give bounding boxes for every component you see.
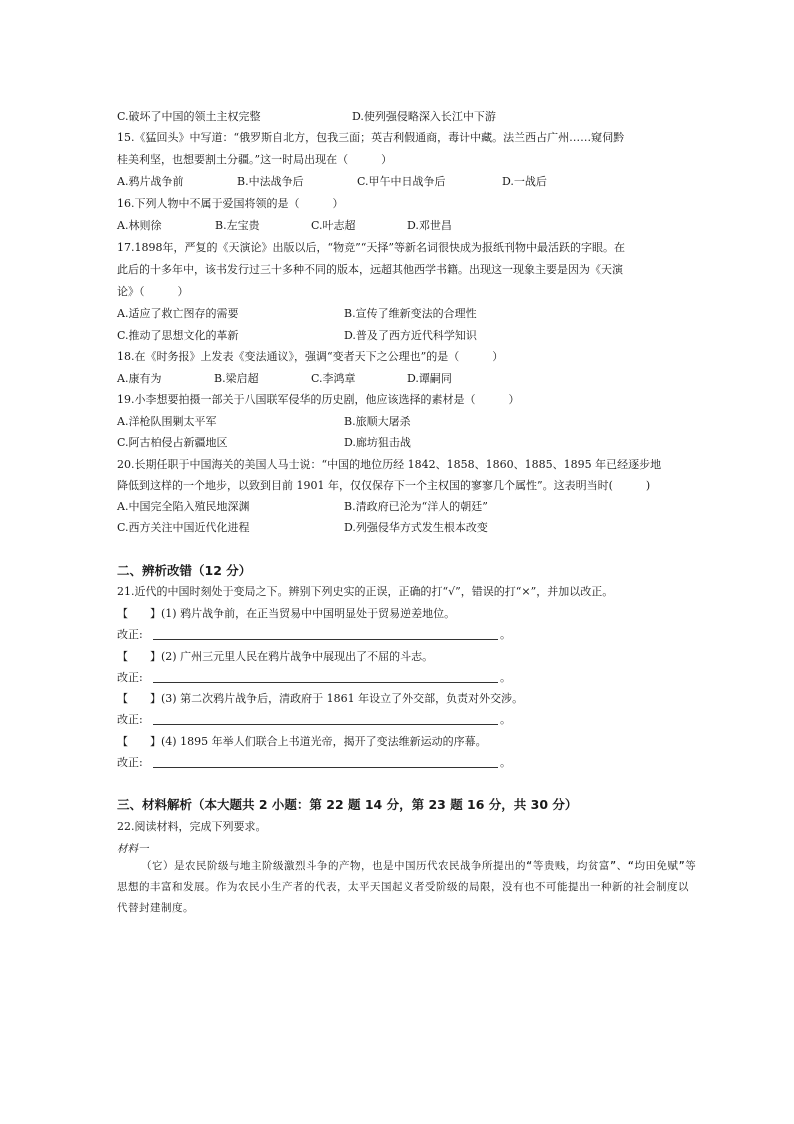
correction-period-1: 。 (500, 628, 511, 641)
correction-label-2: 改正: (117, 671, 143, 684)
q19-option-a: A.洋枪队围剿太平军 (117, 415, 217, 428)
q15-option-c: C.甲午中日战争后 (357, 175, 446, 188)
q15-option-a: A.鸦片战争前 (117, 175, 184, 188)
q21-intro: 21.近代的中国时刻处于变局之下。辨别下列史实的正误，正确的打“√”，错误的打“×”，并加以改正。 (117, 585, 614, 598)
q20-option-a: A.中国完全陷入殖民地深渊 (117, 500, 250, 513)
q19-option-b: B.旅顺大屠杀 (344, 415, 411, 428)
section3-title: 三、材料解析（本大题共 2 小题：第 22 题 14 分，第 23 题 16 分，共 30 分） (117, 797, 578, 812)
q15-option-b: B.中法战争后 (237, 175, 304, 188)
q18-option-a: A.康有为 (117, 372, 162, 385)
q19-option-c: C.阿古柏侵占新疆地区 (117, 436, 228, 449)
q15-option-d: D.一战后 (502, 175, 547, 188)
material-1-label: 材料一 (117, 843, 149, 855)
q15-stem-line-2: 桂美利坚，也想要割土分疆。”这一时局出现在（ ） (117, 153, 393, 166)
q20-option-b: B.清政府已沦为“洋人的朝廷” (344, 500, 488, 513)
correction-label-4: 改正: (117, 756, 143, 769)
correction-label-3: 改正: (117, 713, 143, 726)
q21-item-3: 【 】(3) 第二次鸦片战争后，清政府于 1861 年设立了外交部，负责对外交涉。 (117, 692, 524, 705)
q16-option-d: D.邓世昌 (407, 219, 452, 232)
q17-stem-line-3: 论》（ ） (117, 285, 189, 298)
q14-option-c: C.破坏了中国的领土主权完整 (117, 110, 261, 123)
q18-stem: 18.在《时务报》上发表《变法通议》，强调“变者天下之公理也”的是（ ） (117, 350, 504, 363)
q17-option-a: A.适应了救亡图存的需要 (117, 307, 239, 320)
q21-item-2: 【 】(2) 广州三元里人民在鸦片战争中展现出了不屈的斗志。 (117, 650, 434, 663)
correction-line-2[interactable] (153, 682, 498, 683)
correction-line-4[interactable] (153, 767, 498, 768)
q20-stem-line-2: 降低到这样的一个地步，以致到目前 1901 年，仅仅保存下一个主权国的寥寥几个属性”。这表明当时( ) (117, 479, 651, 492)
q16-stem: 16.下列人物中不属于爱国将领的是（ ） (117, 197, 344, 210)
correction-line-1[interactable] (153, 639, 498, 640)
q15-stem-line-1: 15.《猛回头》中写道：“俄罗斯自北方，包我三面；英吉利假通商，毒计中藏。法兰西占广州……窥伺黔 (117, 131, 625, 144)
correction-period-4: 。 (500, 756, 511, 769)
q17-stem-line-1: 17.1898年，严复的《天演论》出版以后，“物竞”“天择”等新名词很快成为报纸刊物中最活跃的字眼。在 (117, 241, 625, 254)
q19-option-d: D.廊坊狙击战 (344, 436, 411, 449)
q17-option-b: B.宣传了维新变法的合理性 (344, 307, 477, 320)
q18-option-b: B.梁启超 (214, 372, 259, 385)
section2-title: 二、辨析改错（12 分） (117, 563, 252, 578)
q16-option-c: C.叶志超 (311, 219, 356, 232)
q20-option-d: D.列强侵华方式发生根本改变 (344, 521, 488, 534)
correction-period-2: 。 (500, 671, 511, 684)
q20-option-c: C.西方关注中国近代化进程 (117, 521, 250, 534)
q18-option-d: D.谭嗣同 (407, 372, 452, 385)
q17-option-d: D.普及了西方近代科学知识 (344, 329, 477, 342)
correction-period-3: 。 (500, 713, 511, 726)
q18-option-c: C.李鸿章 (311, 372, 356, 385)
q17-stem-line-2: 此后的十多年中，该书发行过三十多种不同的版本，远超其他西学书籍。出现这一现象主要是因为《天演 (117, 263, 623, 276)
correction-label-1: 改正: (117, 628, 143, 641)
material-1-text (117, 856, 697, 919)
q14-option-d: D.使列强侵略深入长江中下游 (352, 110, 496, 123)
q16-option-b: B.左宝贵 (215, 219, 260, 232)
q21-item-1: 【 】(1) 鸦片战争前，在正当贸易中中国明显处于贸易逆差地位。 (117, 607, 456, 620)
material-1-paragraph: （它）是农民阶级与地主阶级激烈斗争的产物，也是中国历代农民战争所提出的“等贵贱，均贫富”、“均田免赋”等思想的丰富和发展。作为农民小生产者的代表，太平天国起义者受阶级的局限，没有也不可能提出一种新的社会制度以代替封建制度。 (117, 860, 697, 914)
q20-stem-line-1: 20.长期任职于中国海关的美国人马士说：“中国的地位历经 1842、1858、1860、1885、1895 年已经逐步地 (117, 458, 662, 471)
q21-item-4: 【 】(4) 1895 年举人们联合上书道光帝，揭开了变法维新运动的序幕。 (117, 735, 487, 748)
correction-line-3[interactable] (153, 724, 498, 725)
q16-option-a: A.林则徐 (117, 219, 162, 232)
q22-stem: 22.阅读材料，完成下列要求。 (117, 820, 267, 833)
q19-stem: 19.小李想要拍摄一部关于八国联军侵华的历史剧，他应该选择的素材是（ ） (117, 393, 520, 406)
q17-option-c: C.推动了思想文化的革新 (117, 329, 239, 342)
